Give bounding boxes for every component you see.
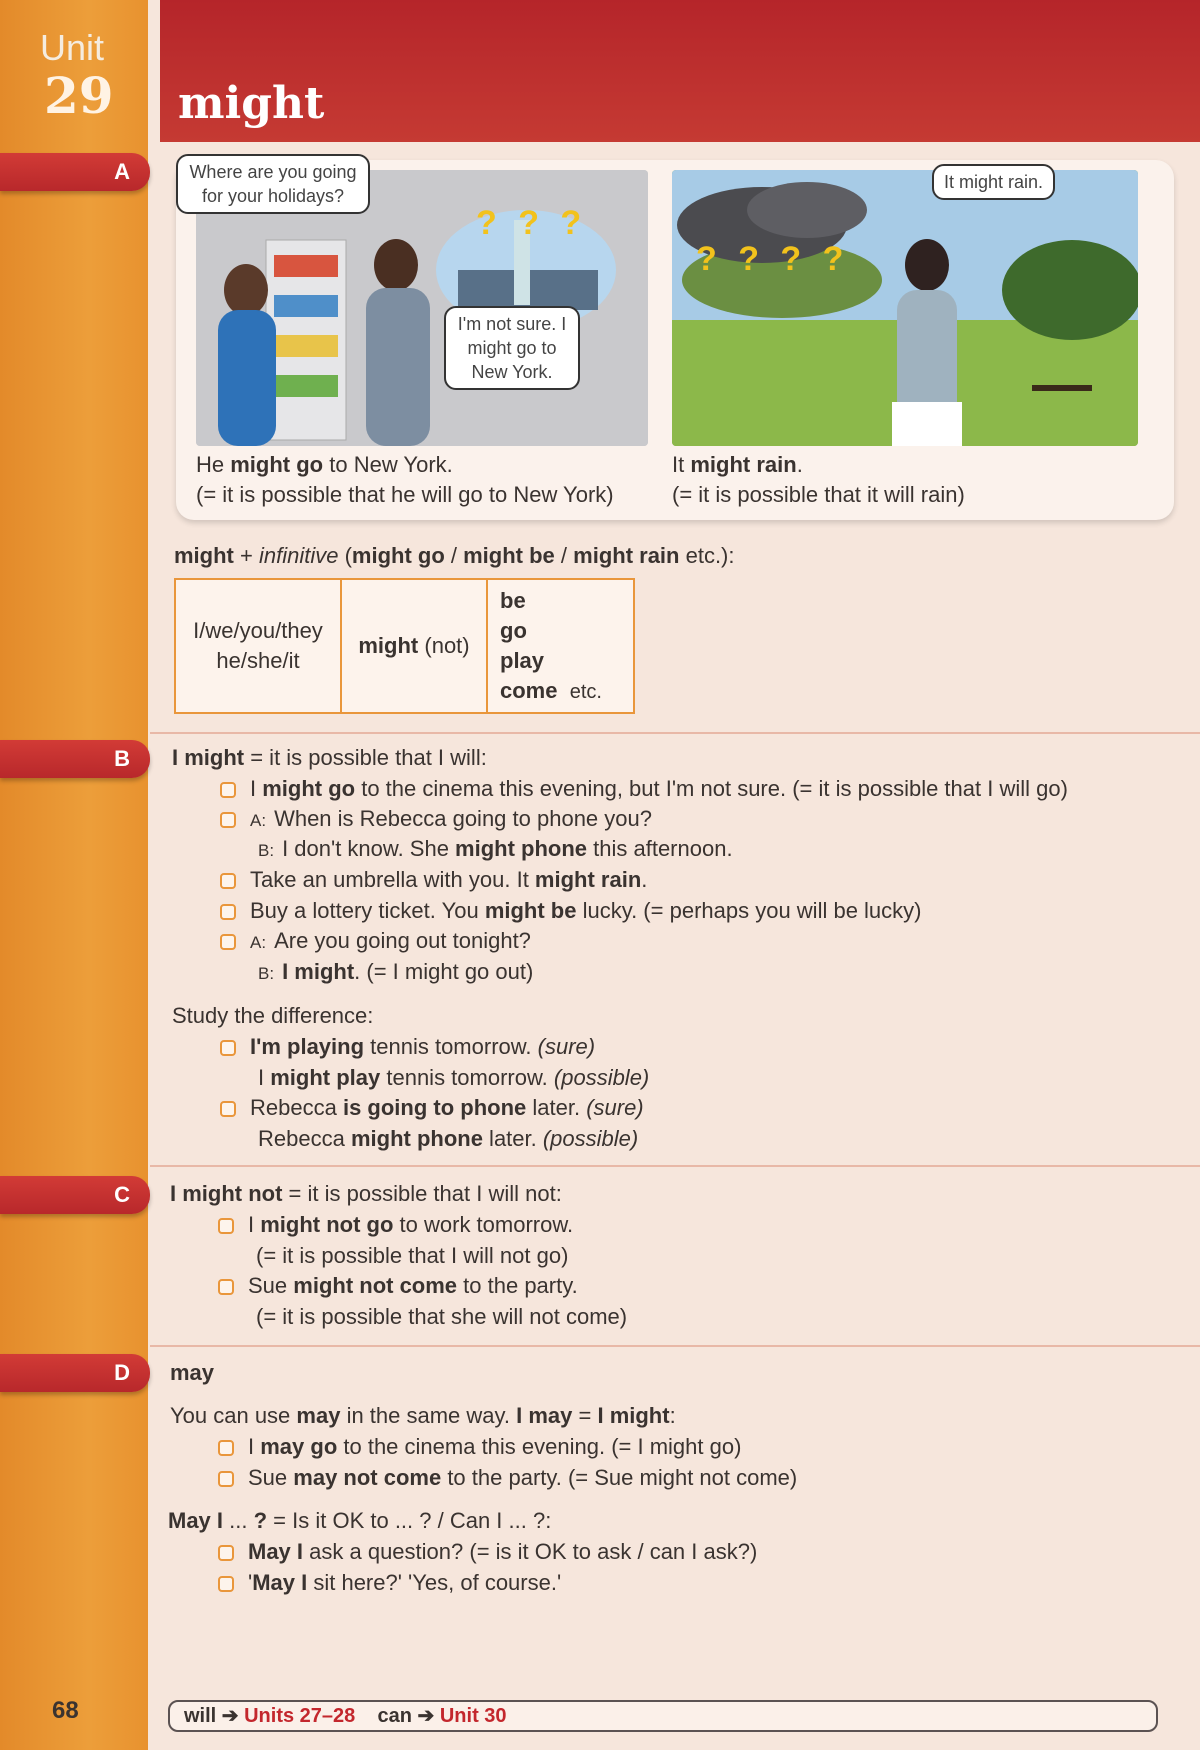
subjects-line2: he/she/it [216, 648, 300, 673]
section-tab-a: A [0, 153, 150, 191]
b-d2-pre: I [258, 1065, 271, 1090]
b-e2-pre: I don't know. She [282, 836, 456, 861]
cap2-post: . [796, 452, 803, 477]
arrow-right-icon: ➔ [411, 1705, 440, 1727]
verb-come: come [500, 677, 558, 703]
b-example-5a [220, 927, 531, 957]
d-e1-pre: I [248, 1434, 261, 1459]
verb-play: play [500, 647, 545, 673]
a-w8: / [554, 543, 574, 568]
c-e2-bold: might not come [293, 1273, 458, 1298]
d-e1-post: to the cinema this evening. (= I might go) [337, 1434, 742, 1459]
d-q-bold2: ? [253, 1508, 268, 1533]
d-question-1 [218, 1538, 757, 1566]
a-w2: + [233, 543, 259, 568]
b-d4-note: (possible) [542, 1126, 639, 1151]
b-e3-pre: Take an umbrella with you. It [250, 867, 535, 892]
d-q1-bold: May I [248, 1539, 304, 1564]
c-e1-bold: might not go [260, 1212, 394, 1237]
cap1-line2: (= it is possible that he will go to New York) [196, 482, 614, 507]
verb-be: be [500, 587, 526, 613]
d-q-bold1: May I [168, 1508, 224, 1533]
checkbox-icon [218, 1218, 234, 1234]
checkbox-icon [220, 812, 236, 828]
d-heading: may [170, 1360, 215, 1385]
checkbox-icon [218, 1279, 234, 1295]
b-example-2a [220, 805, 652, 835]
d-intro-end: : [669, 1403, 676, 1428]
b-e5-text: Are you going out tonight? [274, 928, 531, 953]
rain-bubble: It might rain. [932, 164, 1055, 200]
ref-units-27-28[interactable]: Units 27–28 [244, 1705, 356, 1727]
section-tab-b: B [0, 740, 150, 778]
b-difference-4 [258, 1125, 638, 1153]
d-e1-bold: may go [260, 1434, 338, 1459]
d-e2-bold: may not come [293, 1465, 442, 1490]
b-e4-bold: might be [484, 898, 577, 923]
checkbox-icon [218, 1576, 234, 1592]
a-w5: might go [351, 543, 445, 568]
cap2-pre: It [672, 452, 691, 477]
page-number: 68 [52, 1697, 79, 1724]
verb-go: go [500, 617, 527, 643]
cap1-post: to New York. [323, 452, 453, 477]
b-e2-post: this afternoon. [587, 836, 733, 861]
d-q2-bold: May I [252, 1570, 308, 1595]
d-question-intro [168, 1507, 551, 1535]
d-intro [170, 1402, 676, 1430]
checkbox-icon [218, 1440, 234, 1456]
speaker-b: B: [258, 964, 275, 983]
b-e1-post: to the cinema this evening, but I'm not sure. (= it is possible that I will go) [355, 776, 1068, 801]
might-structure-table [174, 578, 635, 714]
illustration-panel [176, 160, 1174, 520]
c-example-1 [218, 1211, 573, 1239]
b-intro-bold: I might [172, 745, 245, 770]
d-q-rest: = Is it OK to ... ? / Can I ... ?: [267, 1508, 552, 1533]
b-e4-post: lucky. (= perhaps you will be lucky) [576, 898, 922, 923]
b-e3-post: . [641, 867, 648, 892]
ref-will: will [184, 1705, 217, 1727]
unit-word: Unit [40, 27, 105, 68]
not-word: (not) [418, 633, 470, 658]
caption-new-york [196, 450, 614, 510]
b-e2-bold: might phone [455, 836, 588, 861]
might-word: might [358, 633, 419, 658]
cap1-bold: might go [230, 452, 324, 477]
b-e3-bold: might rain [534, 867, 642, 892]
b-d2-post: tennis tomorrow. [380, 1065, 554, 1090]
ref-can: can [377, 1705, 412, 1727]
a-intro-line [174, 542, 735, 570]
c-e2-pre: Sue [248, 1273, 294, 1298]
c-intro [170, 1180, 562, 1208]
cap2-line2: (= it is possible that it will rain) [672, 482, 965, 507]
b-intro [172, 744, 487, 772]
a-w6: / [444, 543, 464, 568]
b-d3-note: (sure) [586, 1095, 644, 1120]
d-intro-pre: You can use [170, 1403, 297, 1428]
b-d1-note: (sure) [537, 1034, 596, 1059]
page-title: might [178, 78, 325, 129]
b-difference-3 [220, 1094, 644, 1122]
b-intro-rest: = it is possible that I will: [244, 745, 487, 770]
a-w1: might [174, 543, 234, 568]
d-e2-pre: Sue [248, 1465, 294, 1490]
d-intro-bold1: may [296, 1403, 341, 1428]
checkbox-icon [220, 904, 236, 920]
d-q-mid1: ... [223, 1508, 254, 1533]
section-divider-b [150, 732, 1200, 734]
thought-question-marks-2: ? ? ? ? [696, 240, 850, 278]
b-example-1 [220, 775, 1068, 803]
d-q2-pre: ' [248, 1570, 253, 1595]
b-e1-bold: might go [262, 776, 356, 801]
verb-etc: etc. [569, 680, 602, 703]
c-example-1-note: (= it is possible that I will not go) [256, 1243, 569, 1268]
section-divider-c [150, 1165, 1200, 1167]
b-e4-pre: Buy a lottery ticket. You [250, 898, 485, 923]
b-e1-pre: I [250, 776, 263, 801]
unit-label [40, 28, 114, 124]
a-w10: etc.): [679, 543, 735, 568]
caption-rain [672, 450, 965, 510]
park-scene-drawing [672, 170, 1138, 446]
checkbox-icon [218, 1471, 234, 1487]
section-tab-d: D [0, 1354, 150, 1392]
d-question-2 [218, 1569, 561, 1597]
b-d1-bold: I'm playing [250, 1034, 365, 1059]
c-example-2 [218, 1272, 578, 1300]
checkbox-icon [220, 782, 236, 798]
b-example-3 [220, 866, 647, 894]
cross-reference-bar [168, 1700, 1158, 1732]
might-cell [341, 579, 487, 713]
b-difference-1 [220, 1033, 595, 1061]
arrow-right-icon: ➔ [216, 1705, 245, 1727]
rain-cloud-illustration [672, 170, 1138, 446]
ref-unit-30[interactable]: Unit 30 [439, 1705, 507, 1727]
a-w7: might be [463, 543, 555, 568]
d-e2-post: to the party. (= Sue might not come) [441, 1465, 798, 1490]
d-intro-bold3: I might [597, 1403, 670, 1428]
speaker-a: A: [250, 811, 267, 830]
title-banner [160, 0, 1200, 142]
orange-sidebar [0, 0, 148, 1750]
b-e5-post: . (= I might go out) [354, 959, 534, 984]
d-intro-bold2: I may [516, 1403, 573, 1428]
subjects-cell [175, 579, 341, 713]
answer-bubble: I'm not sure. I might go to New York. [444, 306, 580, 390]
checkbox-icon [220, 1040, 236, 1056]
section-divider-d [150, 1345, 1200, 1347]
unit-number: 29 [44, 66, 114, 125]
checkbox-icon [220, 1101, 236, 1117]
b-d4-bold: might phone [350, 1126, 483, 1151]
b-e2-text: When is Rebecca going to phone you? [274, 806, 652, 831]
d-intro-eq: = [572, 1403, 598, 1428]
c-e1-pre: I [248, 1212, 261, 1237]
speaker-b: B: [258, 841, 275, 860]
verbs-cell [487, 579, 634, 713]
a-w4: ( [338, 543, 352, 568]
checkbox-icon [220, 934, 236, 950]
d-example-2 [218, 1464, 797, 1492]
d-q2-post: sit here?' 'Yes, of course.' [307, 1570, 562, 1595]
c-intro-rest: = it is possible that I will not: [282, 1181, 562, 1206]
b-d2-bold: might play [270, 1065, 381, 1090]
b-example-5b [258, 958, 533, 988]
d-example-1 [218, 1433, 741, 1461]
d-intro-mid: in the same way. [340, 1403, 517, 1428]
section-tab-c: C [0, 1176, 150, 1214]
c-e1-post: to work tomorrow. [393, 1212, 574, 1237]
b-d2-note: (possible) [553, 1065, 650, 1090]
c-intro-bold: I might not [170, 1181, 283, 1206]
b-d3-pre: Rebecca [250, 1095, 343, 1120]
checkbox-icon [220, 873, 236, 889]
speaker-a: A: [250, 933, 267, 952]
b-example-4 [220, 897, 922, 925]
b-study-heading: Study the difference: [172, 1003, 374, 1028]
b-example-2b [258, 835, 733, 865]
thought-question-marks-1: ? ? ? [476, 204, 588, 242]
b-d4-pre: Rebecca [258, 1126, 351, 1151]
d-q1-post: ask a question? (= is it OK to ask / can I ask?) [303, 1539, 758, 1564]
b-d3-bold: is going to phone [342, 1095, 527, 1120]
b-e5-bold: I might [282, 959, 355, 984]
c-example-2-note: (= it is possible that she will not come) [256, 1304, 628, 1329]
b-d4-post: later. [482, 1126, 543, 1151]
checkbox-icon [218, 1545, 234, 1561]
b-difference-2 [258, 1064, 649, 1092]
b-d1-post: tennis tomorrow. [364, 1034, 538, 1059]
b-d3-post: later. [526, 1095, 587, 1120]
a-w3: infinitive [258, 543, 339, 568]
c-e2-post: to the party. [457, 1273, 578, 1298]
a-w9: might rain [573, 543, 680, 568]
question-bubble: Where are you going for your holidays? [176, 154, 370, 214]
cap1-pre: He [196, 452, 231, 477]
subjects-line1: I/we/you/they [193, 618, 323, 643]
cap2-bold: might rain [690, 452, 797, 477]
